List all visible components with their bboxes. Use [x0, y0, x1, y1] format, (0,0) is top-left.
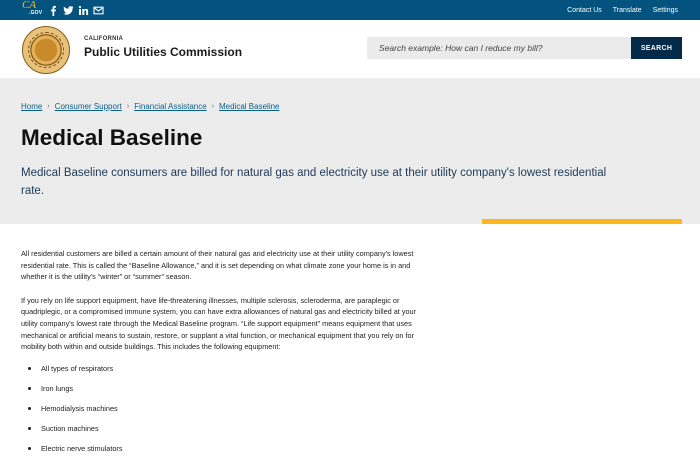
- search-button[interactable]: SEARCH: [631, 37, 682, 59]
- ca-gov-logo[interactable]: [22, 1, 42, 19]
- list-item-text: Electric nerve stimulators: [41, 443, 123, 453]
- eligibility-paragraph: If you rely on life support equipment, have life-threatening illnesses, multiple sclerosis, scleroderma, are paraplegic or quadriplegic, or a compromised immune system, you can have extra allowances of natural gas and electricity billed at your utility company's lowest rate through the Medical Baseline program. “Life support equipment” means equipment that uses mechanical or artificial means to sustain, restore, or supplant a vital function, or mechanical equipment that you rely on for mobility both within and outside buildings. This includes the following equipment:: [21, 295, 417, 352]
- bullet-icon: [28, 427, 31, 430]
- list-item: [21, 363, 421, 383]
- accent-bar: [482, 219, 682, 224]
- site-header: [0, 20, 700, 78]
- utility-links: [567, 0, 678, 20]
- social-links: [48, 4, 104, 16]
- email-icon[interactable]: [93, 5, 104, 16]
- ca-gov-logo-sub: .GOV: [29, 10, 43, 16]
- intro-paragraph: All residential customers are billed a certain amount of their natural gas and electricity use at their utility company's lowest residential rate. This is called the “Baseline Allowance,” and it is set depending on what climate zone your home is in and whether it is the utility's “winter” or “summer” season.: [21, 249, 414, 282]
- page-hero: [0, 78, 700, 224]
- cpuc-seal-logo[interactable]: [22, 26, 70, 74]
- page-title: Medical Baseline: [21, 125, 203, 150]
- bullet-icon: [28, 407, 31, 410]
- equipment-list: [21, 363, 421, 459]
- list-item-text: Hemodialysis machines: [41, 403, 118, 413]
- facebook-icon[interactable]: [48, 5, 59, 16]
- bullet-icon: [28, 367, 31, 370]
- search-box: [367, 37, 631, 59]
- breadcrumb: [21, 102, 280, 111]
- list-item: [21, 423, 421, 443]
- linkedin-icon[interactable]: [78, 5, 89, 16]
- list-item: [21, 403, 421, 423]
- ca-gov-logo-main: CA: [22, 0, 37, 11]
- list-item-text: Iron lungs: [41, 383, 74, 393]
- agency-name[interactable]: Public Utilities Commission: [84, 45, 243, 59]
- list-item-text: Suction machines: [41, 423, 99, 433]
- breadcrumb-separator: ›: [211, 103, 215, 110]
- breadcrumb-separator: ›: [126, 103, 130, 110]
- breadcrumb-medical-baseline[interactable]: Medical Baseline: [219, 102, 280, 111]
- search-input[interactable]: [367, 37, 631, 59]
- utility-bar: [0, 0, 700, 20]
- agency-state: CALIFORNIA: [84, 36, 123, 42]
- list-item: [21, 443, 421, 459]
- main-content: [21, 248, 421, 459]
- page-lead: Medical Baseline consumers are billed for natural gas and electricity use at their utility company's lowest residential rate.: [21, 167, 607, 197]
- contact-us-link[interactable]: Contact Us: [567, 6, 602, 14]
- bullet-icon: [28, 447, 31, 450]
- translate-link[interactable]: Translate: [612, 6, 642, 14]
- list-item-text: All types of respirators: [41, 363, 114, 373]
- seal-ring: [28, 32, 64, 68]
- settings-link[interactable]: Settings: [652, 6, 678, 14]
- breadcrumb-consumer-support[interactable]: Consumer Support: [54, 102, 122, 111]
- list-item: [21, 383, 421, 403]
- breadcrumb-financial-assistance[interactable]: Financial Assistance: [134, 102, 207, 111]
- breadcrumb-separator: ›: [47, 103, 50, 110]
- twitter-icon[interactable]: [63, 5, 74, 16]
- bullet-icon: [28, 387, 31, 390]
- breadcrumb-home[interactable]: Home: [21, 102, 43, 111]
